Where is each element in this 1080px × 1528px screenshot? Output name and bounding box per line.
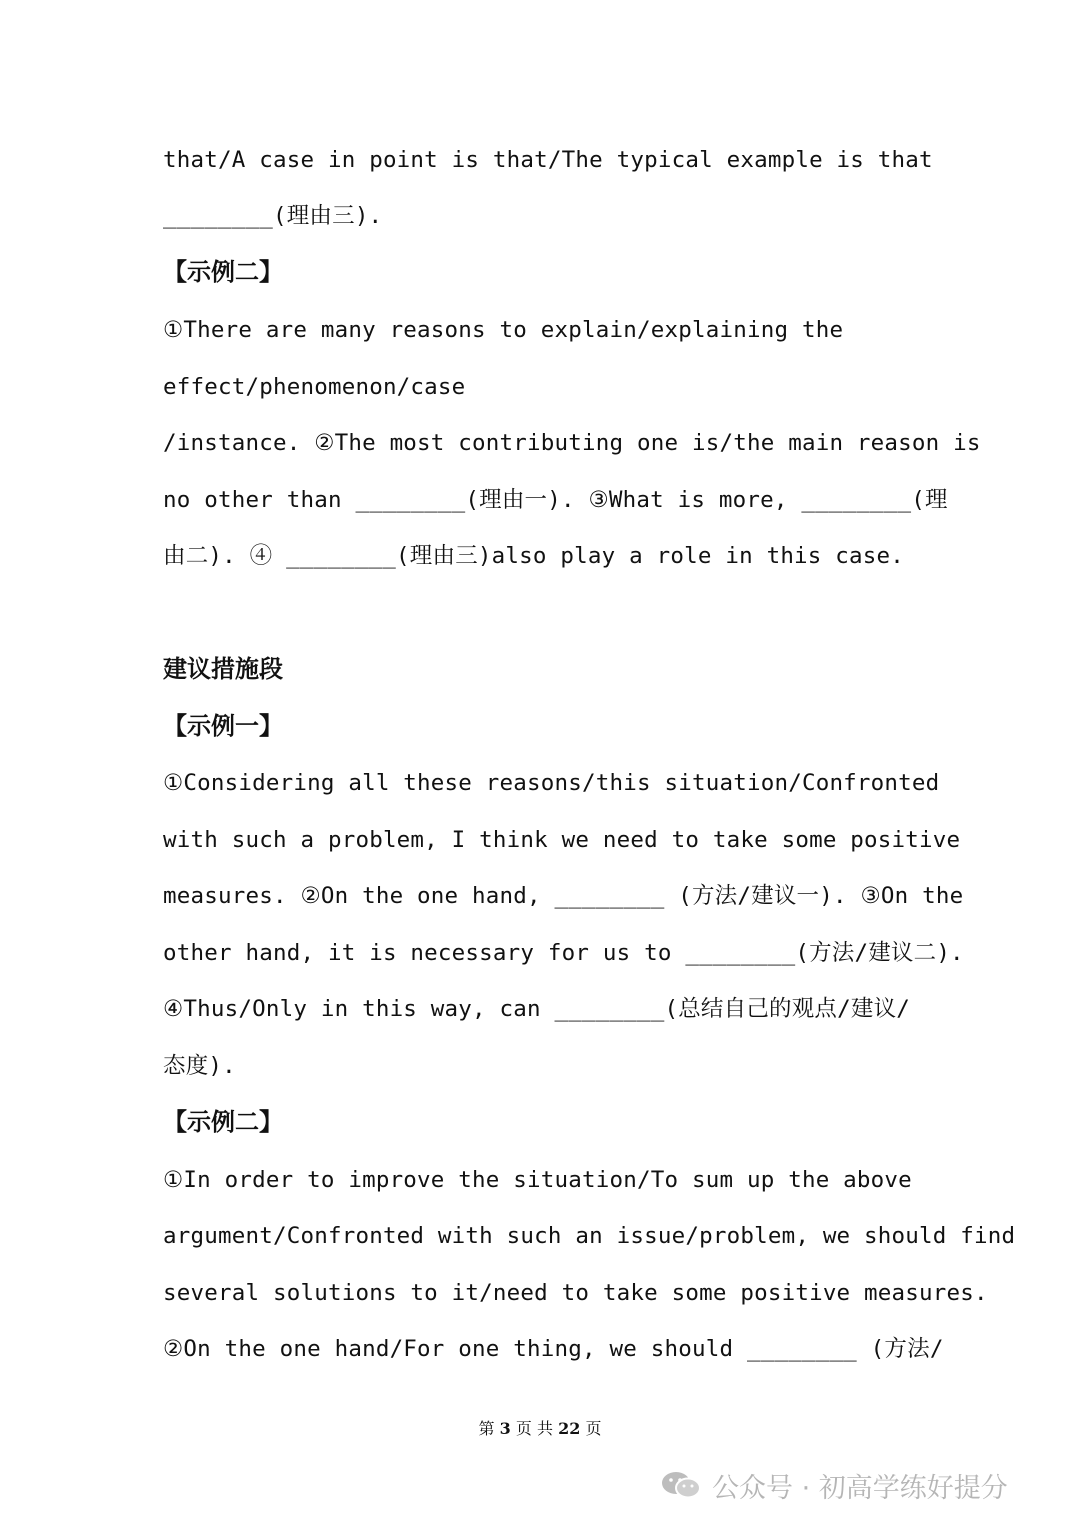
example-heading: 【示例二】 bbox=[163, 257, 283, 286]
body-text-line: effect/phenomenon/case bbox=[163, 374, 466, 400]
body-text-line: ①Considering all these reasons/this situation/Confronted bbox=[163, 770, 940, 796]
body-text-line: /instance. ②The most contributing one is/the main reason is bbox=[163, 430, 981, 456]
watermark bbox=[660, 1465, 1008, 1505]
body-text-line: ④Thus/Only in this way, can ________(总结自己的观点/建议/ bbox=[163, 996, 911, 1022]
footer-total-word: 共 bbox=[536, 1419, 553, 1438]
wechat-icon bbox=[660, 1470, 702, 1500]
total-pages-number: 22 bbox=[558, 1419, 581, 1438]
body-text-line: ①In order to improve the situation/To sum up the above bbox=[163, 1167, 912, 1193]
body-text-line: ________(理由三). bbox=[163, 203, 383, 229]
body-text-line: with such a problem, I think we need to take some positive bbox=[163, 827, 961, 853]
body-text-line: measures. ②On the one hand, ________ (方法/建议一). ③On the bbox=[163, 883, 964, 909]
section-title: 建议措施段 bbox=[163, 654, 283, 683]
body-text-line: ②On the one hand/For one thing, we should ________ (方法/ bbox=[163, 1336, 944, 1362]
footer-page-word: 页 bbox=[515, 1419, 532, 1438]
body-text-line: that/A case in point is that/The typical example is that bbox=[163, 147, 933, 173]
body-text-line: 态度). bbox=[163, 1053, 236, 1079]
footer-suffix: 页 bbox=[585, 1419, 602, 1438]
body-text-line: no other than ________(理由一). ③What is more, ________(理 bbox=[163, 487, 948, 513]
body-text-line: other hand, it is necessary for us to ________(方法/建议二). bbox=[163, 940, 964, 966]
page-footer bbox=[0, 1417, 1080, 1441]
body-text-line: argument/Confronted with such an issue/problem, we should find bbox=[163, 1223, 1016, 1249]
watermark-text: 公众号 · 初高学练好提分 bbox=[712, 1472, 1008, 1504]
body-text-line: several solutions to it/need to take some positive measures. bbox=[163, 1280, 988, 1306]
current-page-number: 3 bbox=[499, 1419, 511, 1438]
footer-prefix: 第 bbox=[478, 1419, 495, 1438]
example-heading: 【示例二】 bbox=[163, 1107, 283, 1136]
example-heading: 【示例一】 bbox=[163, 711, 283, 740]
body-text-line: 由二). ④ ________(理由三)also play a role in this case. bbox=[163, 543, 905, 569]
body-text-line: ①There are many reasons to explain/explaining the bbox=[163, 317, 844, 343]
